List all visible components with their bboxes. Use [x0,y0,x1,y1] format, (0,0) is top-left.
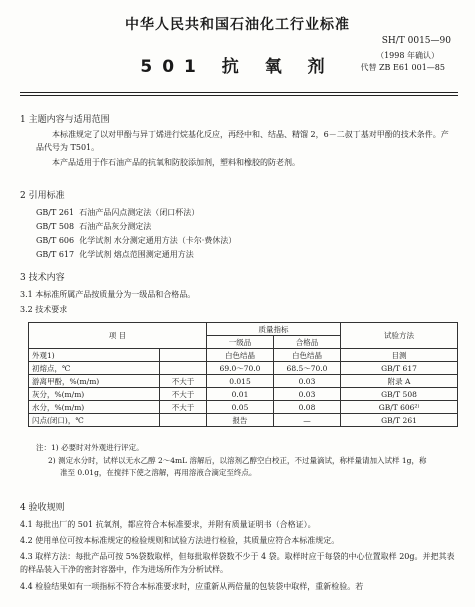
standard-number: SH/T 0015—90 [381,36,451,46]
header-rule-top [20,92,458,93]
table-row [29,401,458,414]
row-grade1: 白色结晶 [207,349,274,362]
row-method: GB/T 606²⁾ [341,401,458,414]
section-1-paragraph-1: 本标准规定了以对甲酚与异丁烯进行烷基化反应，再经中和、结晶、精馏 2，6－二叔丁基对甲酚的技术条件。产品代号为 T501。 [36,130,449,152]
row-method: 附录 A [341,375,458,388]
table-header-method: 试验方法 [341,323,458,349]
row-method: GB/T 508 [341,388,458,401]
row-item: 水分，%(m/m) [29,401,160,414]
clause-4-2: 4.2 使用单位可按本标准规定的检验规则和试验方法进行检验，其质量应符合本标准规定。 [20,536,340,545]
table-row [29,375,458,388]
row-pass: 68.5～70.0 [274,362,341,375]
section-1-heading: 1 主题内容与适用范围 [20,115,110,125]
table-header-pass: 合格品 [274,336,341,349]
reference-title: 化学试剂 熔点范围测定通用方法 [79,250,194,259]
reference-code: GB/T 606 [36,236,75,245]
clause-4-3: 4.3 取样方法：每批产品可按 5%袋数取样，但每批取样袋数不少于 4 袋。取样时应于每袋的中心位置取样 20g。并把其表的样品装入干净的密封容器中，作为进场所作为分析试样。 [20,552,455,574]
reference-item [36,248,194,261]
reference-code: GB/T 617 [36,250,75,259]
clause-4-4: 4.4 检验结果如有一项指标不符合本标准要求时，应重新从两倍量的包装袋中取样，重新检验。若 [20,582,364,591]
row-condition [160,414,207,427]
row-grade1: 报告 [207,414,274,427]
row-pass: 0.08 [274,401,341,414]
row-pass: — [274,414,341,427]
row-method: GB/T 617 [341,362,458,375]
reference-code: GB/T 508 [36,222,75,231]
row-pass: 0.03 [274,388,341,401]
table-row [29,388,458,401]
table-row [29,362,458,375]
row-pass: 0.03 [274,375,341,388]
replaces-note: 代替 ZB E61 001—85 [360,63,445,72]
section-1-paragraph-2: 本产品适用于作石油产品的抗氧和防胶添加剂，塑料和橡胶的防老剂。 [52,158,300,167]
row-grade1: 0.01 [207,388,274,401]
row-condition: 不大于 [160,401,207,414]
confirmation-note: （1998 年确认） [376,51,439,60]
table-note-2a: 2) 测定水分时，试样以无水乙醇 2～4mL 溶解后，以溶剂乙醇空白校正，不过量滴试，称样量请加入试样 1g，称 [48,456,427,465]
section-4-heading: 4 验收规则 [20,503,65,513]
row-item: 灰分，%(m/m) [29,388,160,401]
row-condition: 不大于 [160,388,207,401]
clause-3-2: 3.2 技术要求 [20,305,68,314]
table-note-1: 注：1) 必要时对外观进行评定。 [36,443,144,452]
reference-title: 石油产品灰分测定法 [79,222,152,231]
reference-item [36,234,236,247]
specification-table [28,322,458,427]
row-condition [160,349,207,362]
row-item: 外观1) [29,349,160,362]
section-2-heading: 2 引用标准 [20,191,65,201]
clause-4-1: 4.1 每批出厂的 501 抗氧剂，都应符合本标准要求，并附有质量证明书（合格证）。 [20,520,316,529]
org-title: 中华人民共和国石油化工行业标准 [125,17,350,33]
row-condition: 不大于 [160,375,207,388]
row-condition [160,362,207,375]
clause-3-1: 3.1 本标准所属产品按质量分为一级品和合格品。 [20,290,196,299]
reference-code: GB/T 261 [36,208,75,217]
table-note-2b: 准至 0.01g，在搅拌下使之溶解，再用溶液合滴定至终点。 [60,468,257,477]
row-method: GB/T 261 [341,414,458,427]
reference-item [36,206,199,219]
row-pass: 白色结晶 [274,349,341,362]
row-grade1: 0.015 [207,375,274,388]
table-header-grade1: 一级品 [207,336,274,349]
table-header-item: 项 目 [29,323,207,349]
row-grade1: 69.0～70.0 [207,362,274,375]
header-rule-bottom [20,95,458,96]
table-row [29,414,458,427]
reference-title: 化学试剂 水分测定通用方法（卡尔·费休法） [79,236,237,245]
row-item: 闪点(闭口)，℃ [29,414,160,427]
table-row [29,349,458,362]
row-method: 目测 [341,349,458,362]
table-header-quality: 质量指标 [207,323,341,336]
row-item: 初熔点，℃ [29,362,160,375]
section-3-heading: 3 技术内容 [20,273,65,283]
row-item: 游离甲酚，%(m/m) [29,375,160,388]
row-grade1: 0.05 [207,401,274,414]
reference-title: 石油产品闪点测定法（闭口杯法） [79,208,200,217]
document-title: 501 抗 氧 剂 [140,57,335,77]
reference-item [36,220,151,233]
